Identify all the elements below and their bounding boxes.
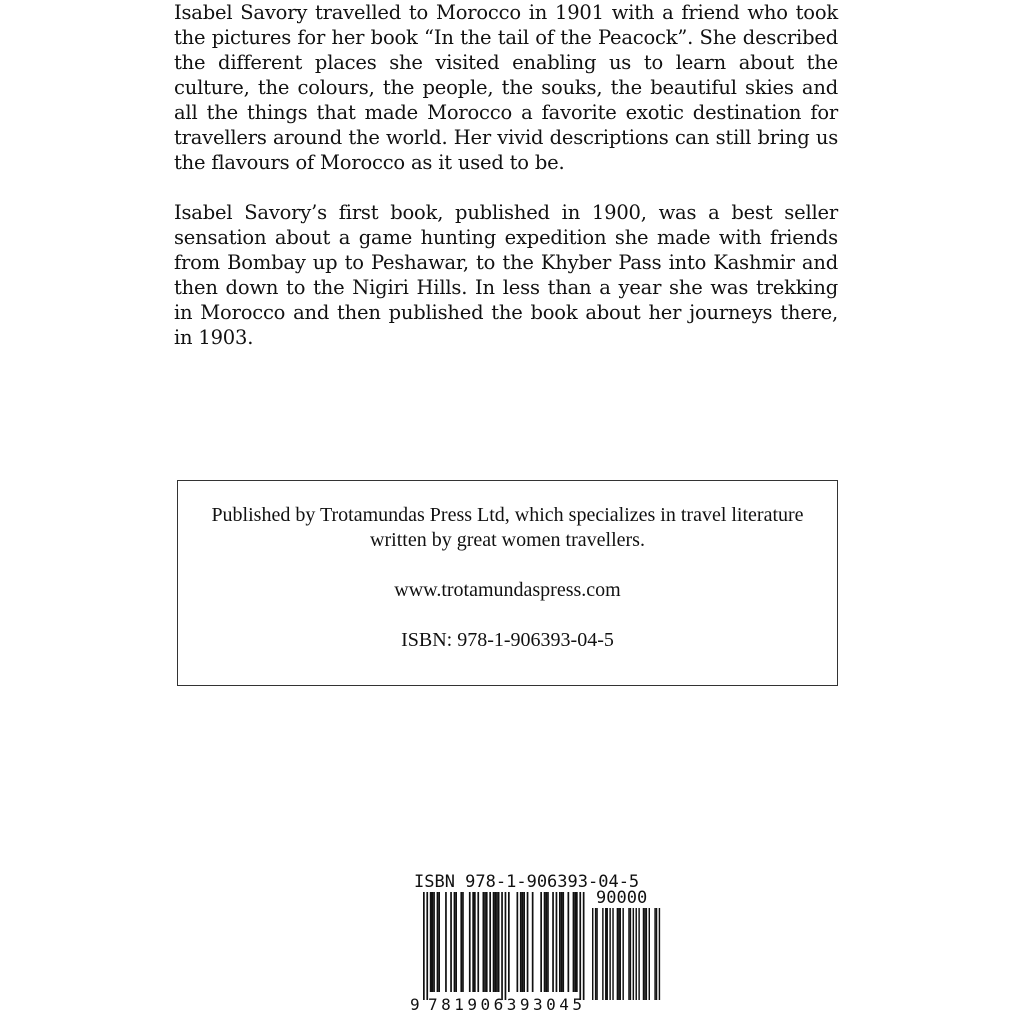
barcode-bar — [454, 892, 456, 992]
addon-bar — [636, 908, 637, 1000]
barcode-bar — [532, 892, 534, 992]
barcode-bar — [544, 892, 546, 992]
barcode-bar — [469, 892, 471, 992]
barcode-bar — [438, 892, 440, 992]
addon-bar — [628, 908, 629, 1000]
barcode-bar — [432, 892, 434, 992]
barcode-bar — [579, 892, 581, 1000]
barcode-bar — [573, 892, 575, 992]
addon-bar — [595, 908, 596, 1000]
barcode-price-code: 90000 — [596, 888, 648, 908]
addon-bar — [605, 908, 606, 1000]
barcode-bar — [455, 892, 457, 992]
addon-bar — [649, 908, 650, 1000]
barcode-bar — [508, 892, 510, 992]
addon-bar — [643, 908, 644, 1000]
barcode-digits: 781906393045 — [428, 995, 582, 1014]
barcode-graphic — [402, 870, 672, 1015]
addon-bar — [622, 908, 623, 1000]
addon-bar — [644, 908, 645, 1000]
barcode-bar — [583, 892, 585, 1000]
barcode-bar — [433, 892, 435, 992]
addon-bar — [646, 908, 647, 1000]
publisher-box — [177, 480, 838, 686]
addon-bar — [618, 908, 619, 1000]
barcode-first-digit: 9 — [410, 995, 420, 1014]
barcode-isbn-text: ISBN 978-1-906393-04-5 — [414, 872, 640, 892]
barcode-bar — [576, 892, 578, 992]
addon-bar — [592, 908, 593, 1000]
addon-bar — [620, 908, 621, 1000]
barcode-bar — [574, 892, 576, 992]
barcode-bar — [522, 892, 524, 992]
barcode-bar — [556, 892, 558, 992]
isbn-barcode — [402, 870, 672, 1015]
barcode-bar — [520, 892, 522, 992]
barcode-bar — [523, 892, 525, 992]
addon-bar — [638, 908, 639, 1000]
barcode-bar — [472, 892, 474, 992]
barcode-bar — [501, 892, 503, 1000]
barcode-bar — [462, 892, 464, 992]
publisher-statement: Published by Trotamundas Press Ltd, which specializes in travel literature written by great women travellers. — [211, 504, 804, 551]
blurb-paragraph-2: Isabel Savory’s first book, published in 1900, was a best seller sensation about a game hunting expedition she made with friends from Bombay up to Peshawar, to the Khyber Pass into Kashmir and then down to the Nigiri Hills. In less than a year she was trekking in Morocco and then published the book about her journeys there, in 1903. — [174, 201, 838, 349]
barcode-bar — [517, 892, 519, 992]
barcode-bar — [527, 892, 529, 992]
barcode-bar — [545, 892, 547, 992]
barcode-bar — [494, 892, 496, 992]
barcode-bar — [483, 892, 485, 992]
publisher-website: www.trotamundaspress.com — [394, 579, 621, 601]
addon-bar — [656, 908, 657, 1000]
barcode-bar — [474, 892, 476, 992]
barcode-bar — [423, 892, 425, 1000]
barcode-bar — [547, 892, 549, 992]
barcode-bar — [540, 892, 542, 992]
barcode-bar — [498, 892, 500, 992]
addon-bar — [607, 908, 608, 1000]
barcode-bar — [561, 892, 563, 992]
barcode-bar — [437, 892, 439, 992]
barcode-bar — [450, 892, 452, 992]
barcode-bar — [496, 892, 498, 992]
addon-bar — [602, 908, 603, 1000]
barcode-bar — [430, 892, 432, 992]
addon-bar — [654, 908, 655, 1000]
ean-main-bars — [423, 892, 585, 1000]
barcode-bar — [493, 892, 495, 992]
barcode-bar — [460, 892, 462, 992]
barcode-bar — [568, 892, 570, 992]
barcode-bar — [445, 892, 447, 992]
addon-bar — [659, 908, 660, 1000]
barcode-bar — [559, 892, 561, 992]
barcode-bar — [484, 892, 486, 992]
barcode-bar — [426, 892, 428, 1000]
addon-bar — [596, 908, 597, 1000]
barcode-bar — [505, 892, 507, 1000]
blurb-paragraph-1: Isabel Savory travelled to Morocco in 1901 with a friend who took the pictures for her book “In the tail of the Peacock”. She described the different places she visited enabling us to learn about the culture, the colours, the people, the souks, the beautiful skies and all the things that made Morocco a favorite exotic destination for travellers around the world. Her vivid descriptions can still bring us the flavours of Morocco as it used to be. — [174, 1, 838, 174]
back-cover-blurb — [174, 0, 838, 375]
addon-bar — [609, 908, 610, 1000]
isbn-label: ISBN: 978-1-906393-04-5 — [401, 629, 614, 651]
addon-bar — [633, 908, 634, 1000]
barcode-bar — [486, 892, 488, 992]
ean-addon-bars — [592, 908, 660, 1000]
barcode-bar — [552, 892, 554, 992]
addon-bar — [630, 908, 631, 1000]
addon-bar — [617, 908, 618, 1000]
barcode-bar — [562, 892, 564, 992]
barcode-bar — [477, 892, 479, 992]
barcode-bar — [489, 892, 491, 992]
addon-bar — [612, 908, 613, 1000]
